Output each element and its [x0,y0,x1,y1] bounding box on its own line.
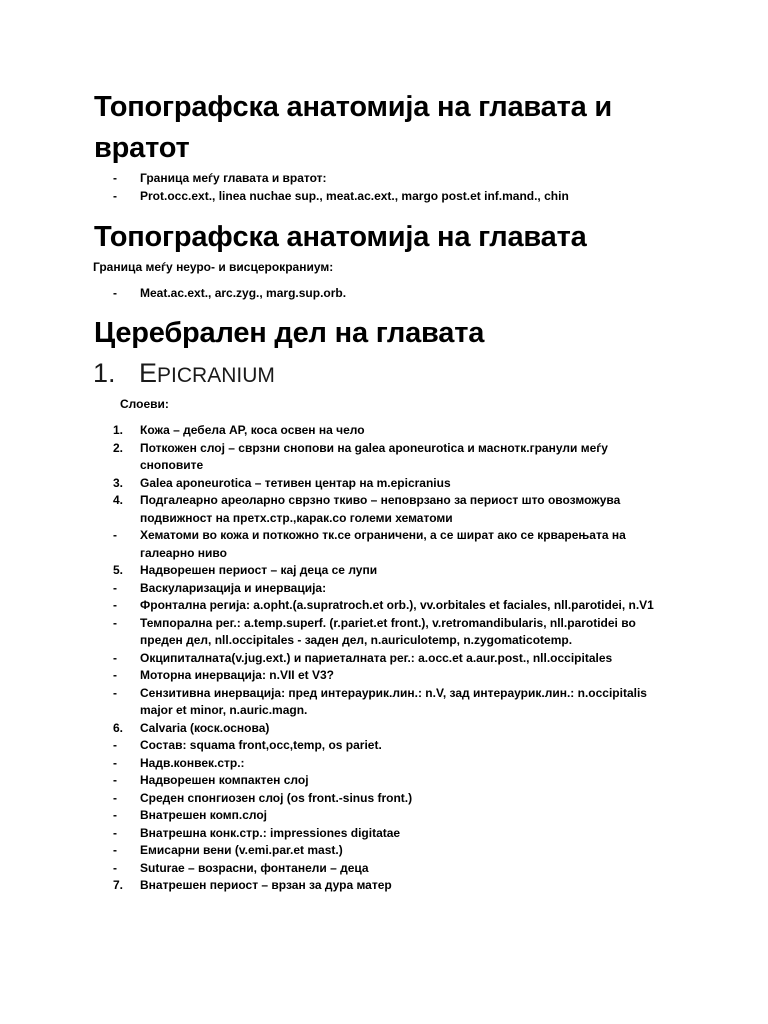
bullet-marker: - [113,171,117,185]
list-marker: 7. [113,878,124,892]
bullet-marker: - [113,286,117,300]
list-marker: - [113,685,117,700]
subheading-number: 1. [93,358,116,388]
list-item-text: Состав: squama front,occ,temp, os pariet. [140,738,382,752]
list-item-text: Подгалеарно ареоларно сврзно ткиво – неповрзано за периост што овозможува [140,493,621,507]
list-item-text: Надворешен компактен слој [140,773,309,787]
list-item-text: Моторна инервација: n.VII et V3? [140,668,334,682]
list-marker: - [113,790,117,805]
list-item-text: Внатрешен комп.слој [140,808,268,822]
subheading-epicranium [93,358,275,389]
list-marker: 4. [113,493,124,507]
list-marker: 3. [113,475,124,490]
list-item-text: Васкуларизација и инервација: [140,580,327,595]
list-item-text: Calvaria (коск.основа) [140,720,270,735]
title-line-1: Топографска анатомија на главата и [94,91,613,123]
list-marker: - [113,860,117,875]
list-item-text: Внатрешен периост – врзан за дура матер [140,878,392,892]
list-item-text: Надв.конвек.стр.: [140,755,245,770]
list-item-text: Meat.ac.ext., arc.zyg., marg.sup.orb. [140,286,347,300]
list-item-text: подвижност на претх.стр.,карак.со големи хематоми [140,510,453,525]
list-marker: - [113,528,117,542]
subheading-initial: E [139,358,158,388]
list-marker: 6. [113,720,124,735]
layers-label: Слоеви: [120,397,169,411]
list-item-text: Поткожен слој – сврзни снопови на galea aponeurotica и маснотк.гранули меѓу [140,440,608,455]
list-marker: - [113,668,117,682]
list-item-text: Кожа – дебела АР, коса освен на чело [140,423,365,437]
list-marker: 2. [113,440,124,455]
list-item-text: Сензитивна инервација: пред интераурик.лин.: n.V, зад интераурик.лин.: n.occipitalis [140,685,647,700]
title-line-2: вратот [94,132,190,164]
list-marker: - [113,755,117,770]
bullet-marker: - [113,189,117,203]
list-item-text: Фронтална регија: a.opht.(a.supratroch.et orb.), vv.orbitales et faciales, nll.parotidei, n.V1 [140,598,654,612]
section-heading-head: Топографска анатомија на главата [94,221,587,253]
list-marker: - [113,738,117,752]
list-item-text: преден дел, nll.occipitales - заден дел, n.auriculotemp, n.zygomaticotemp. [140,633,573,647]
list-marker: 1. [113,423,124,437]
list-marker: - [113,825,117,840]
list-item-text: сноповите [140,458,204,472]
list-marker: - [113,843,117,857]
list-marker: - [113,773,117,787]
list-item-text: галеарно ниво [140,545,227,560]
list-marker: - [113,808,117,822]
list-item-text: Galea aponeurotica – тетивен центар на m.epicranius [140,475,451,490]
list-item-text: Окципиталната(v.jug.ext.) и париеталната рег.: a.occ.et a.aur.post., nll.occipitales [140,650,613,665]
list-marker: - [113,650,117,665]
list-item-text: Емисарни вени (v.emi.par.et mast.) [140,843,343,857]
list-item-text: Надворешен периост – кај деца се лупи [140,563,378,577]
subheading-rest: PICRANIUM [157,364,275,387]
list-item-text: major et minor, n.auric.magn. [140,703,308,717]
list-item-text: Хематоми во кожа и поткожно тк.се ограничени, а се шират ако се крварењата на [140,528,626,542]
list-marker: - [113,580,117,595]
list-item-text: Среден спонгиозен слој (os front.-sinus front.) [140,790,413,805]
list-item-text: Prot.occ.ext., linea nuchae sup., meat.ac.ext., margo post.et inf.mand., chin [140,189,569,203]
list-item-text: Граница меѓу главата и вратот: [140,171,327,185]
list-marker: - [113,598,117,612]
list-marker: - [113,615,117,630]
list-item-text: Темпорална рег.: a.temp.superf. (r.pariet.et front.), v.retromandibularis, nll.parotidei во [140,615,636,630]
section-heading-cerebral: Церебрален дел на главата [94,317,485,349]
list-marker: 5. [113,563,124,577]
list-item-text: Suturae – возрасни, фонтанели – деца [140,860,369,875]
list-item-text: Внатрешна конк.стр.: impressiones digitatae [140,825,401,840]
boundary-note: Граница меѓу неуро- и висцерокраниум: [93,260,334,274]
